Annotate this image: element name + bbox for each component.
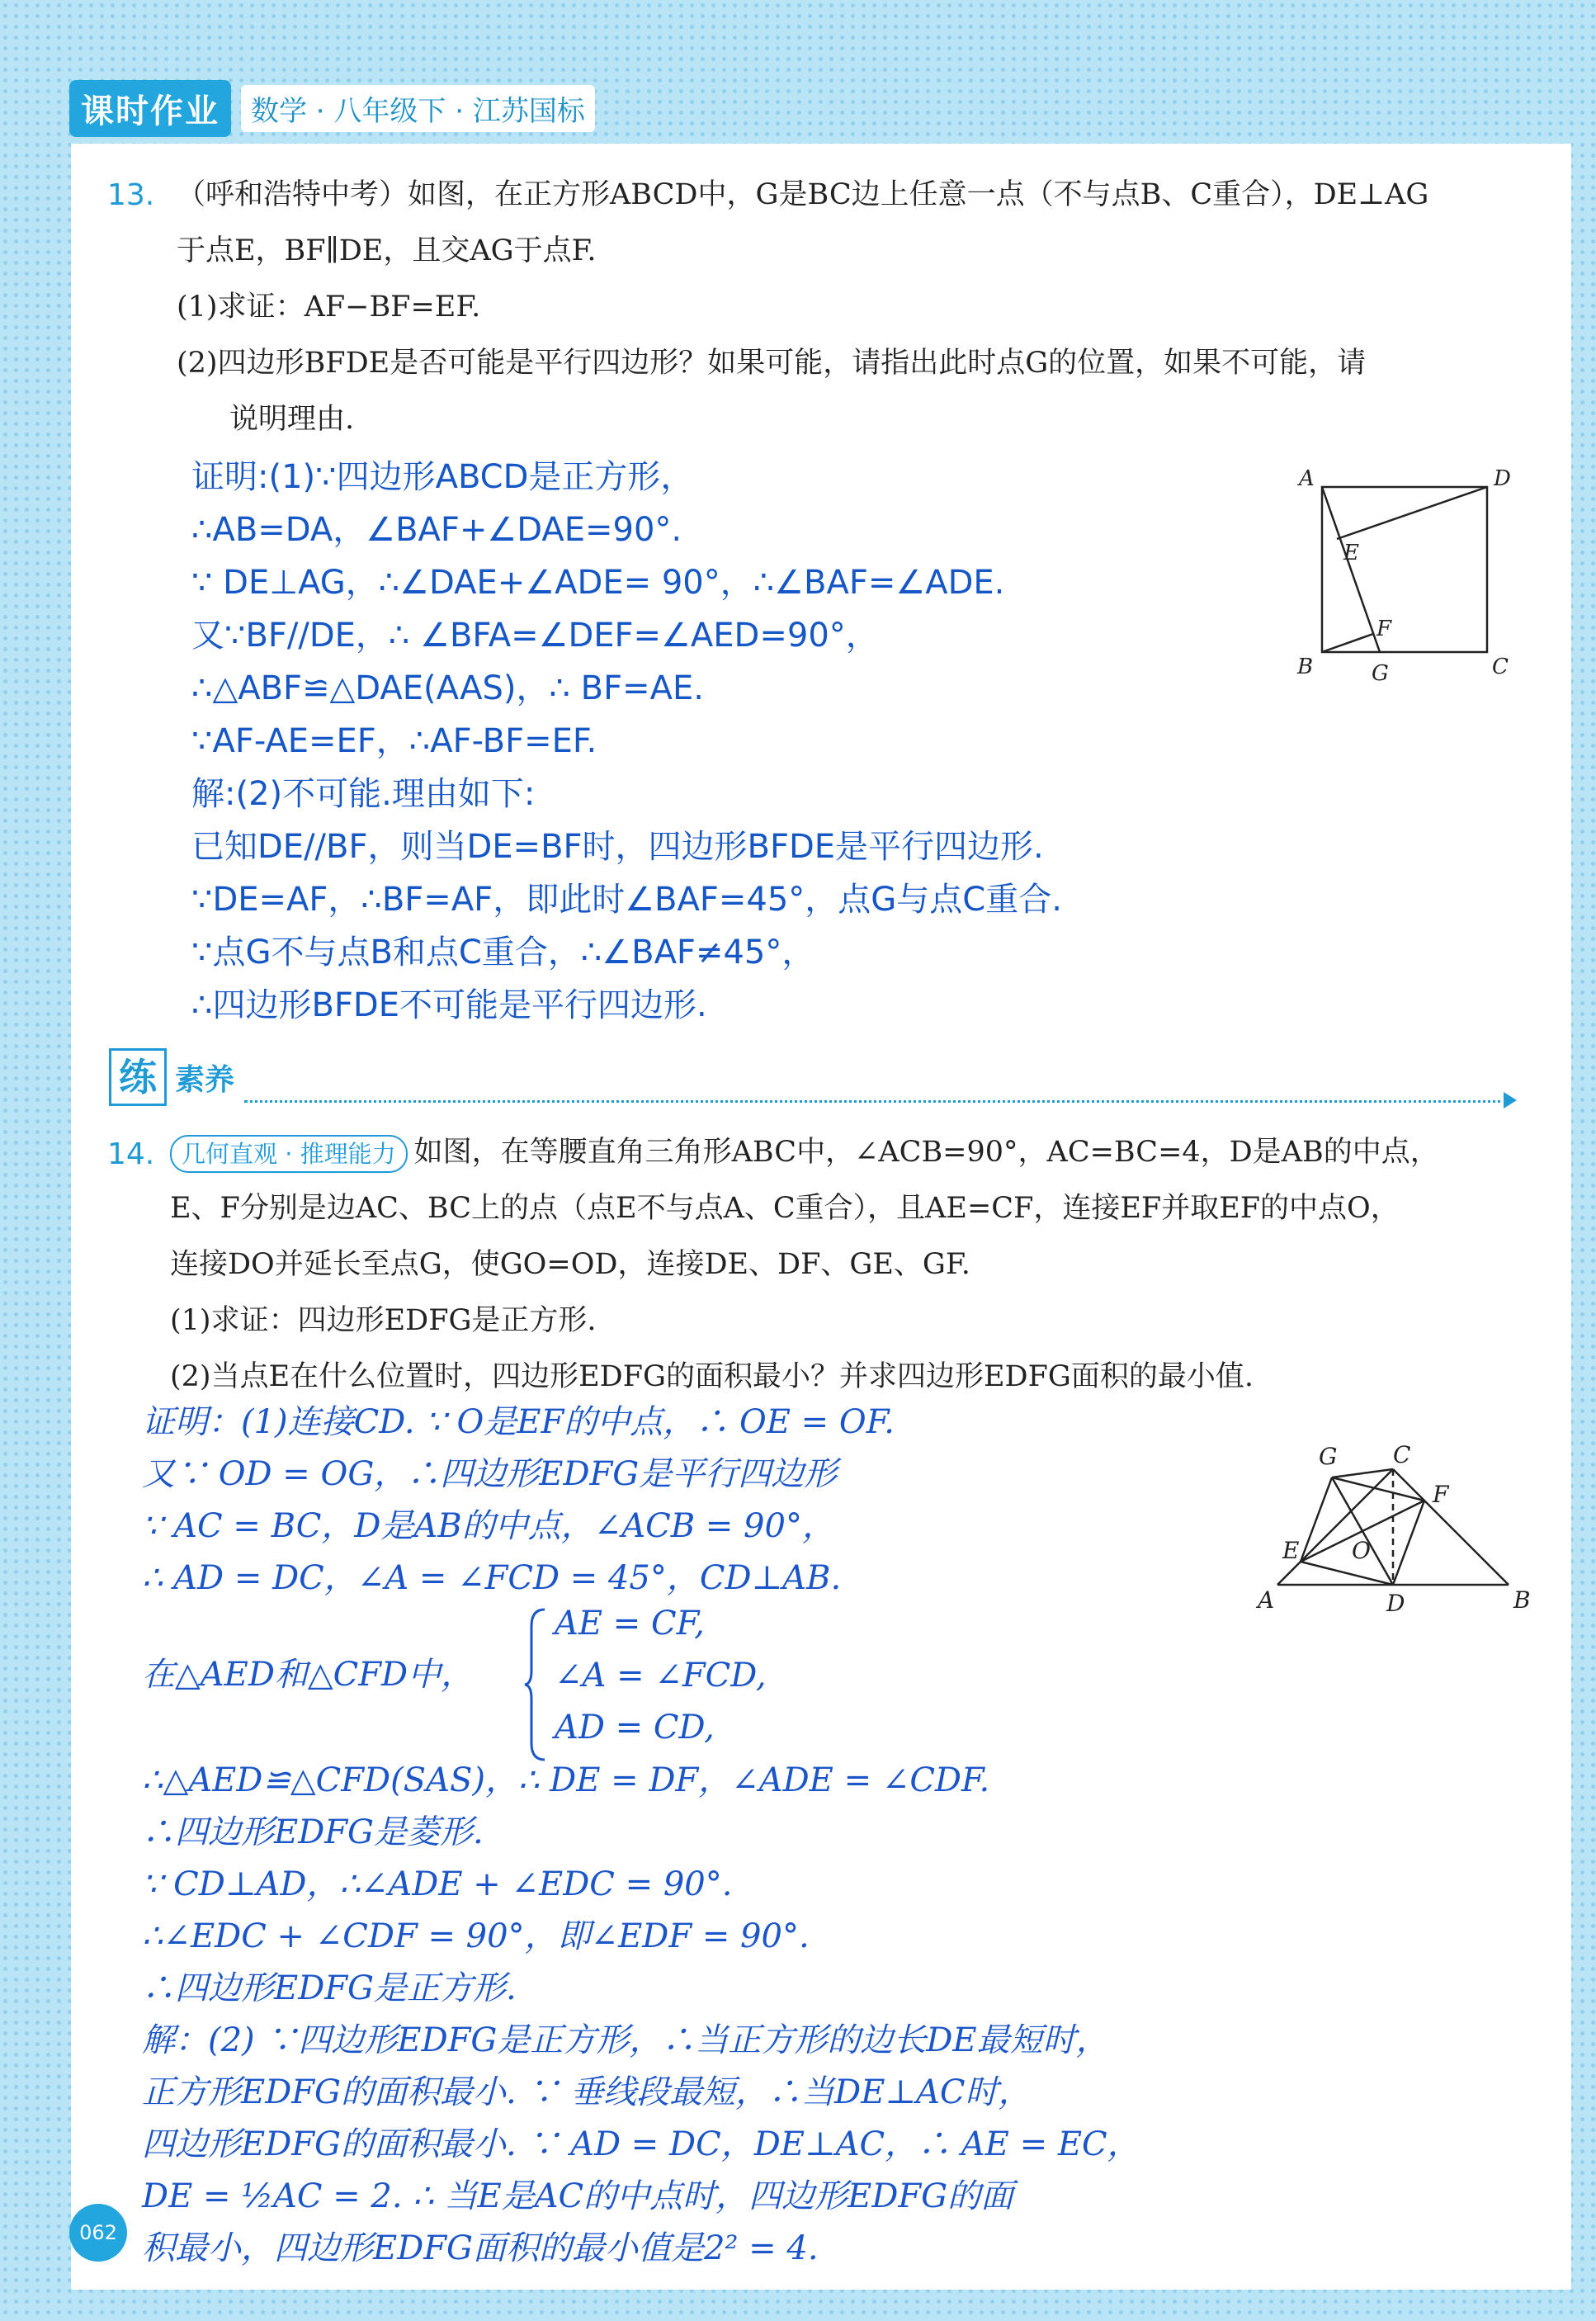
q13-answer-line: ∴四边形BFDE不可能是平行四边形. [191,986,707,1024]
q13-answer [191,451,1062,1032]
q14-answer-line: ∴∠EDC + ∠CDF = 90°，即∠EDF = 90°. [142,1917,810,1955]
brace-icon [523,1606,548,1763]
segment-cg [1332,1469,1393,1477]
segment-bf [1322,634,1373,652]
arrow-right-icon [1504,1092,1517,1109]
q14-line2: E、F分别是边AC、BC上的点（点E不与点A、C重合），且AE=CF，连接EF并取EF的中点O， [170,1192,1400,1225]
q14-answer-line: 解：(2) ∵四边形EDFG是正方形，∴当正方形的边长DE最短时， [142,2021,1109,2059]
q14-answer-line: 积最小，四边形EDFG面积的最小值是2² = 4. [142,2229,819,2267]
label-e: E [1343,541,1359,565]
q14-answer-line: 正方形EDFG的面积最小. ∵ 垂线段最短，∴当DE⊥AC时， [142,2073,1032,2111]
q14-answer-line: ∵ CD⊥AD，∴∠ADE + ∠EDC = 90°. [142,1865,733,1903]
q14-part2: (2)当点E在什么位置时，四边形EDFG的面积最小？并求四边形EDFG面积的最小值. [170,1360,1254,1393]
label-g: G [1319,1443,1338,1470]
label-g: G [1372,661,1389,685]
q14-line3: 连接DO并延长至点G，使GO=OD，连接DE、DF、GE、GF. [170,1248,970,1281]
q13-answer-line: ∴AB=DA，∠BAF+∠DAE=90°. [191,511,682,549]
q13-answer-line: ∵DE=AF，∴BF=AF，即此时∠BAF=45°，点G与点C重合. [191,881,1062,919]
label-e: E [1282,1537,1300,1564]
section-header [109,1048,234,1106]
q14-answer-line: ∴ AD = DC，∠A = ∠FCD = 45°，CD⊥AB. [142,1559,842,1597]
q13-answer-line: ∵ DE⊥AG，∴∠DAE+∠ADE= 90°，∴∠BAF=∠ADE. [191,564,1005,602]
q14-answer-top [142,1397,895,1605]
q14-answer-bottom [142,1755,1140,2275]
q14-answer-line: ∴四边形EDFG是正方形. [142,1969,517,2007]
q13-answer-line: 又∵BF//DE，∴ ∠BFA=∠DEF=∠AED=90°， [191,617,879,655]
label-a: A [1299,466,1315,491]
segment-ag [1322,487,1380,652]
page-number: 062 [69,2204,127,2262]
q14-system-prefix: 在△AED和△CFD中， [142,1656,475,1694]
practice-icon: 练 [109,1048,167,1106]
label-f: F [1376,617,1392,641]
q14-line1: 如图，在等腰直角三角形ABC中，∠ACB=90°，AC=BC=4，D是AB的中点， [413,1136,1439,1169]
q14-system [555,1598,767,1754]
segment-de [1337,487,1487,539]
label-b: B [1513,1586,1531,1614]
q14-text [170,1124,1540,1405]
section-divider [244,1100,1507,1103]
segment-fg [1332,1477,1424,1501]
q14-system-line: ∠A = ∠FCD, [555,1657,767,1695]
q13-text [177,167,1530,447]
q13-line2: 于点E，BF∥DE，且交AG于点F. [177,234,597,267]
q14-system-line: AD = CD, [555,1709,715,1747]
segment-bc [1393,1469,1509,1585]
q13-part2b: 说明理由. [229,403,355,436]
label-a: A [1258,1586,1275,1614]
q13-answer-line: ∴△ABF≌△DAE(AAS)，∴ BF=AE. [191,669,704,707]
header-subtitle: 数学 · 八年级下 · 江苏国标 [241,85,595,132]
q14-tag: 几何直观 · 推理能力 [170,1135,408,1173]
q13-part1: (1)求证：AF−BF=EF. [177,291,481,324]
q14-answer-line: DE = ½AC = 2. ∴ 当E是AC的中点时，四边形EDFG的面 [142,2177,1014,2215]
q14-answer-line: 四边形EDFG的面积最小. ∵ AD = DC，DE⊥AC，∴ AE = EC， [142,2125,1140,2163]
q13-answer-line: 证明:(1)∵四边形ABCD是正方形， [191,458,694,496]
q13-answer-line: ∵点G不与点B和点C重合，∴∠BAF≠45°， [191,934,815,971]
q14-answer-line: ∴四边形EDFG是菱形. [142,1813,484,1851]
q14-part1: (1)求证：四边形EDFG是正方形. [170,1304,597,1337]
square-abcd [1322,487,1487,652]
q14-answer-line: 又∵ OD = OG，∴四边形EDFG是平行四边形 [142,1455,838,1493]
q14-number: 14. [107,1137,155,1171]
brand-logo: 课时作业 [69,80,231,137]
segment-gd [1332,1477,1393,1585]
q13-answer-line: 解:(2)不可能.理由如下: [191,775,536,813]
q13-figure [1296,462,1518,685]
q13-answer-line: ∵AF-AE=EF，∴AF-BF=EF. [191,722,597,760]
q13-part2a: (2)四边形BFDE是否可能是平行四边形？如果可能，请指出此时点G的位置，如果不可能，请 [177,347,1367,380]
q14-system-line: AE = CF, [555,1605,705,1643]
label-d: D [1386,1590,1405,1617]
segment-ac [1277,1469,1393,1585]
label-f: F [1433,1481,1449,1508]
label-b: B [1297,655,1314,679]
header [69,79,595,137]
q14-answer-line: 证明：(1)连接CD. ∵ O是EF的中点，∴ OE = OF. [142,1403,895,1441]
label-d: D [1494,466,1511,491]
label-o: O [1352,1537,1371,1564]
q13-number: 13. [107,178,155,212]
segment-ed [1301,1562,1393,1585]
q14-answer-line: ∴△AED≌△CFD(SAS)，∴ DE = DF，∠ADE = ∠CDF. [142,1761,990,1799]
q14-answer-line: ∵ AC = BC，D是AB的中点，∠ACB = 90°， [142,1507,835,1545]
q13-line1: （呼和浩特中考）如图，在正方形ABCD中，G是BC边上任意一点（不与点B、C重合），DE⊥AG [177,178,1429,211]
section-title: 素养 [175,1062,235,1097]
label-c: C [1393,1441,1411,1468]
q14-figure [1244,1416,1542,1623]
label-c: C [1492,655,1509,679]
q13-answer-line: 已知DE//BF，则当DE=BF时，四边形BFDE是平行四边形. [191,828,1044,866]
